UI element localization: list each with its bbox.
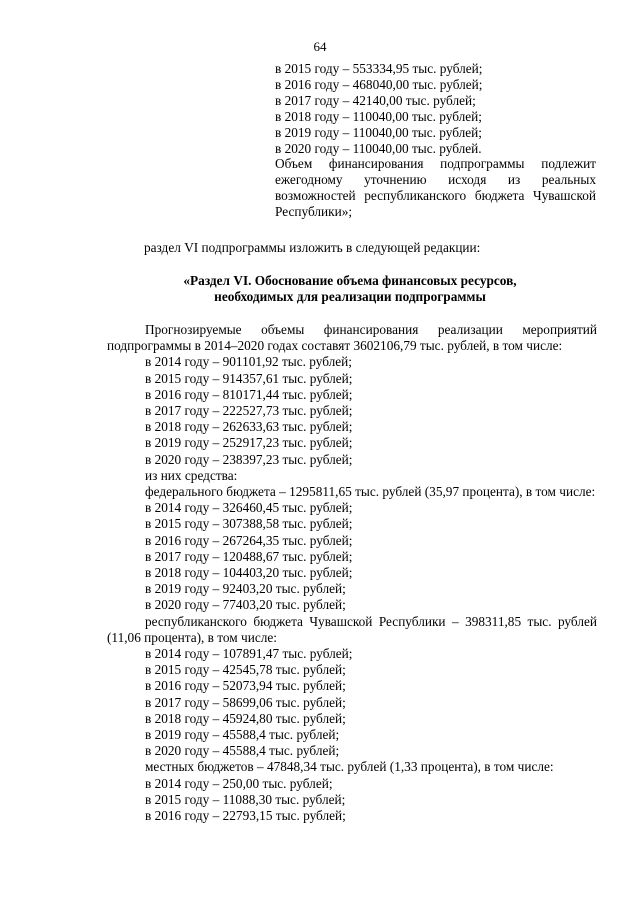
total-year-line: в 2017 году – 222527,73 тыс. рублей; bbox=[145, 403, 353, 419]
funding-year-line: в 2020 году – 110040,00 тыс. рублей. bbox=[275, 140, 482, 156]
funding-year-line: в 2019 году – 110040,00 тыс. рублей; bbox=[275, 124, 482, 140]
federal-year-line: в 2018 году – 104403,20 тыс. рублей; bbox=[145, 565, 353, 581]
federal-year-line: в 2016 году – 267264,35 тыс. рублей; bbox=[145, 532, 353, 548]
federal-year-line: в 2019 году – 92403,20 тыс. рублей; bbox=[145, 581, 346, 597]
local-year-line: в 2014 году – 250,00 тыс. рублей; bbox=[145, 775, 333, 791]
funding-year-line: в 2016 году – 468040,00 тыс. рублей; bbox=[275, 76, 483, 92]
republic-year-line: в 2020 году – 45588,4 тыс. рублей; bbox=[145, 743, 340, 759]
funding-note: Объем финансирования подпрограммы подлежит ежегодному уточнению исходя из реальных возможностей республиканского бюджета Чувашской Республики»; bbox=[275, 156, 596, 220]
total-year-line: в 2014 году – 901101,92 тыс. рублей; bbox=[145, 354, 352, 370]
republic-year-line: в 2017 году – 58699,06 тыс. рублей; bbox=[145, 694, 346, 710]
republic-year-line: в 2014 году – 107891,47 тыс. рублей; bbox=[145, 646, 353, 662]
republic-budget-paragraph: республиканского бюджета Чувашской Республики – 398311,85 тыс. рублей (11,06 процента), в том числе: bbox=[107, 613, 597, 645]
section-heading-line: необходимых для реализации подпрограммы bbox=[214, 289, 486, 304]
section-body bbox=[107, 322, 597, 824]
republic-year-line: в 2016 году – 52073,94 тыс. рублей; bbox=[145, 678, 346, 694]
federal-year-line: в 2015 году – 307388,58 тыс. рублей; bbox=[145, 516, 353, 532]
funding-year-line: в 2017 году – 42140,00 тыс. рублей; bbox=[275, 92, 476, 108]
intro-paragraph: Прогнозируемые объемы финансирования реализации мероприятий подпрограммы в 2014–2020 годах составят 3602106,79 тыс. рублей, в том числе: bbox=[107, 322, 597, 354]
federal-year-line: в 2017 году – 120488,67 тыс. рублей; bbox=[145, 548, 353, 564]
section-heading bbox=[100, 273, 600, 305]
section-heading-line: «Раздел VI. Обоснование объема финансовых ресурсов, bbox=[183, 273, 517, 288]
of-which-label: из них средства: bbox=[145, 467, 238, 483]
amendment-instruction: раздел VI подпрограммы изложить в следующей редакции: bbox=[144, 240, 481, 255]
total-year-line: в 2016 году – 810171,44 тыс. рублей; bbox=[145, 386, 353, 402]
previous-section-tail bbox=[275, 61, 596, 220]
total-year-line: в 2018 году – 262633,63 тыс. рублей; bbox=[145, 419, 353, 435]
local-budget-paragraph: местных бюджетов – 47848,34 тыс. рублей (1,33 процента), в том числе: bbox=[145, 759, 554, 775]
funding-year-line: в 2018 году – 110040,00 тыс. рублей; bbox=[275, 108, 482, 124]
federal-year-line: в 2020 году – 77403,20 тыс. рублей; bbox=[145, 597, 346, 613]
federal-year-line: в 2014 году – 326460,45 тыс. рублей; bbox=[145, 500, 353, 516]
republic-year-line: в 2019 году – 45588,4 тыс. рублей; bbox=[145, 727, 340, 743]
federal-budget-paragraph: федерального бюджета – 1295811,65 тыс. рублей (35,97 процента), в том числе: bbox=[145, 484, 596, 500]
total-year-line: в 2015 году – 914357,61 тыс. рублей; bbox=[145, 370, 353, 386]
total-year-line: в 2019 году – 252917,23 тыс. рублей; bbox=[145, 435, 353, 451]
page-number: 64 bbox=[313, 39, 327, 54]
funding-year-line: в 2015 году – 553334,95 тыс. рублей; bbox=[275, 61, 483, 76]
local-year-line: в 2015 году – 11088,30 тыс. рублей; bbox=[145, 791, 346, 807]
republic-year-line: в 2015 году – 42545,78 тыс. рублей; bbox=[145, 662, 346, 678]
total-year-line: в 2020 году – 238397,23 тыс. рублей; bbox=[145, 451, 353, 467]
republic-year-line: в 2018 году – 45924,80 тыс. рублей; bbox=[145, 710, 346, 726]
local-year-line: в 2016 году – 22793,15 тыс. рублей; bbox=[145, 808, 346, 824]
